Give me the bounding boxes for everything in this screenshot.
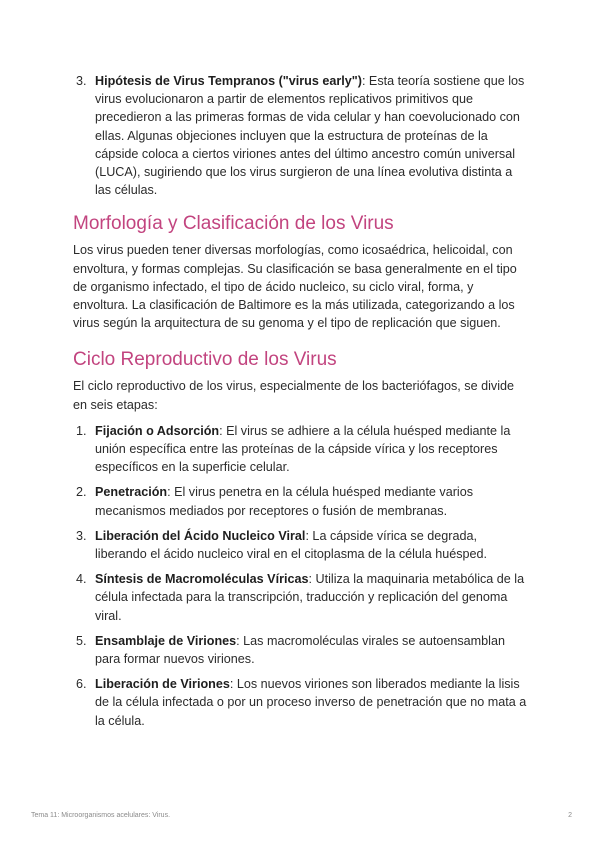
list-item-text: : Utiliza la maquinaria metabólica de la célula infectada para la transcripción, traducción y replicación del genoma viral. bbox=[95, 572, 525, 623]
list-item-text: : La cápside vírica se degrada, liberando el ácido nucleico viral en el citoplasma de la célula huésped. bbox=[95, 528, 488, 562]
steps-list bbox=[73, 422, 531, 730]
list-item-term: Síntesis de Macromoléculas Víricas bbox=[95, 572, 309, 587]
list-item-term: Penetración bbox=[95, 485, 168, 500]
list-item bbox=[73, 483, 531, 519]
list-item-term: Liberación del Ácido Nucleico Viral bbox=[95, 528, 306, 543]
list-item bbox=[73, 632, 531, 668]
section-intro-ciclo: El ciclo reproductivo de los virus, especialmente de los bacteriófagos, se divide en seis etapas: bbox=[73, 379, 515, 412]
list-item-text: : El virus penetra en la célula huésped mediante varios mecanismos mediados por receptores o fusión de membranas. bbox=[95, 485, 474, 518]
list-item-text: : Las macromoléculas virales se autoensamblan para formar nuevos viriones. bbox=[95, 633, 505, 667]
list-item bbox=[73, 675, 531, 730]
page-footer bbox=[31, 812, 572, 819]
list-item-term: Ensamblaje de Viriones bbox=[95, 633, 237, 648]
list-item-term: Hipótesis de Virus Tempranos ("virus early") bbox=[95, 74, 362, 88]
list-item bbox=[73, 72, 531, 199]
list-item-number: 4. bbox=[76, 572, 87, 587]
list-item-term: Liberación de Viriones bbox=[95, 677, 230, 692]
list-item-number: 2. bbox=[76, 485, 87, 500]
list-item-number: 3. bbox=[76, 74, 87, 88]
list-item-text: : El virus se adhiere a la célula huésped mediante la unión específica entre las proteínas de la cápside vírica y los receptores específicos en la superficie celular. bbox=[95, 423, 511, 475]
list-item bbox=[73, 570, 531, 625]
list-item bbox=[73, 527, 531, 563]
top-list bbox=[73, 72, 531, 199]
list-item-number: 1. bbox=[76, 423, 87, 438]
list-item-number: 5. bbox=[76, 633, 87, 648]
list-item-number: 6. bbox=[76, 677, 87, 692]
list-item-number: 3. bbox=[76, 528, 87, 543]
list-item-text: : Los nuevos viriones son liberados mediante la lisis de la célula infectada o por un proceso inverso de penetración que no mata a la célula. bbox=[95, 677, 527, 728]
footer-title: Tema 11: Microorganismos acelulares: Virus. bbox=[31, 812, 171, 819]
section-heading-morfologia: Morfología y Clasificación de los Virus bbox=[73, 213, 394, 235]
section-heading-ciclo: Ciclo Reproductivo de los Virus bbox=[73, 349, 337, 371]
section-paragraph-morfologia: Los virus pueden tener diversas morfologías, como icosaédrica, helicoidal, con envoltura, y formas complejas. Su clasificación se basa generalmente en el tipo de organismo infectado, el tipo de ácido nucleico, su ciclo viral, forma, y envoltura. La clasificación de Baltimore es la más utilizada, categorizando a los virus según la arquitectura de su genoma y el tipo de replicación que siguen. bbox=[73, 243, 517, 331]
document-page bbox=[73, 72, 531, 737]
list-item-text: : Esta teoría sostiene que los virus evolucionaron a partir de elementos replicativos primitivos que precedieron a las primeras formas de vida celular y han coevolucionado con ellas. Algunas objeciones incluyen que la estructura de proteínas de la cápside coloca a ciertos viriones antes del último ancestro común universal (LUCA), sugiriendo que los virus surgieron de una línea evolutiva distinta a las células. bbox=[95, 74, 525, 198]
list-item-term: Fijación o Adsorción bbox=[95, 423, 220, 438]
page-number: 2 bbox=[568, 812, 572, 819]
list-item bbox=[73, 422, 531, 477]
